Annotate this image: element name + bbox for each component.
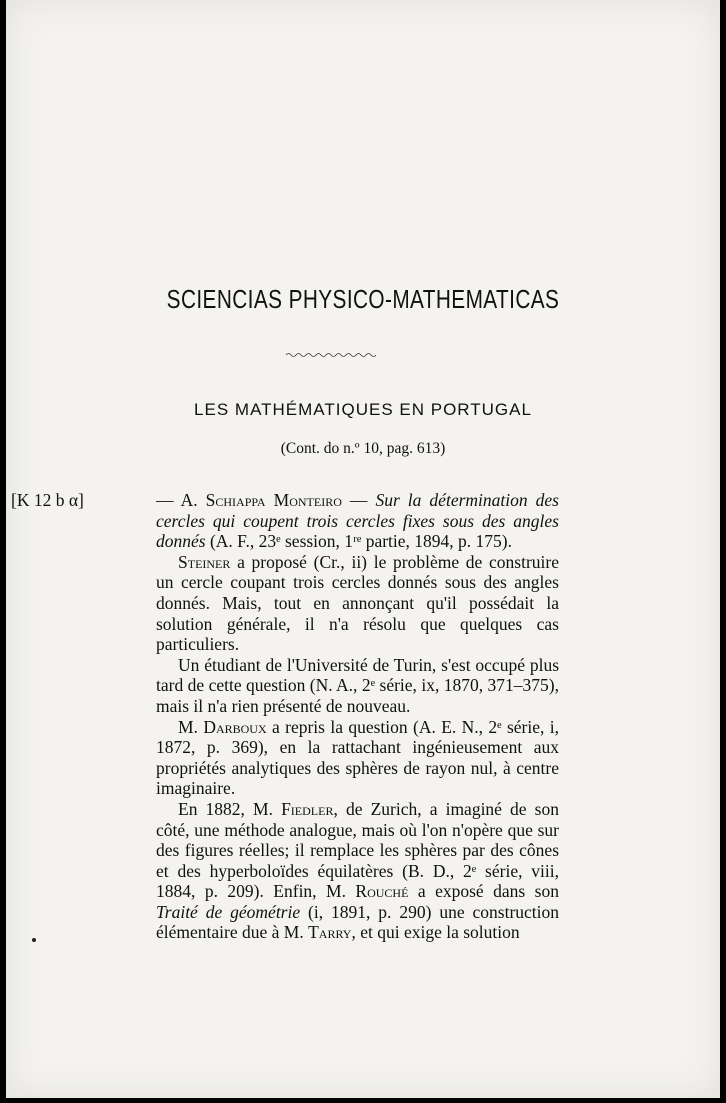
page <box>6 0 720 1098</box>
entry-citation: (A. F., 23ᵉ session, 1ʳᵉ partie, 1894, p. 175). <box>205 531 512 552</box>
classification-tag: [K 12 b α] <box>11 490 84 510</box>
margin-mark <box>32 938 36 942</box>
continuation-note: (Cont. do n.º 10, pag. 613) <box>280 440 446 457</box>
paragraph: Un étudiant de l'Université de Turin, s'est occupé plus tard de cette question (N. A., 2ᵉ série, ix, 1870, 371–375), mais il n'a rien présenté de nouveau. <box>156 654 559 716</box>
entry-author: Schiappa Monteiro <box>205 490 342 510</box>
paragraph: M. Darboux a repris la question (A. E. N., 2ᵉ série, i, 1872, p. 369), en la rattachant ingénieusement aux propriétés analytiques des sphères de rayon nul, à centre imaginaire. <box>156 716 559 799</box>
paragraph: Steiner a proposé (Cr., ii) le problème de construire un cercle coupant trois cercles donnés sous des angles donnés. Mais, tout en annonçant qu'il possédait la solution générale, il n'a résolu que quelques cas particuliers. <box>156 551 559 655</box>
entry-title: Sur la détermination des cercles qui coupent trois cercles fixes sous des angles donnés <box>156 490 559 552</box>
section-title: SCIENCIAS PHYSICO-MATHEMATICAS <box>166 284 560 314</box>
article-title: LES MATHÉMATIQUES EN PORTUGAL <box>194 400 532 419</box>
article-body <box>11 490 560 943</box>
bibliography-entry: [K 12 b α] — A. Schiappa Monteiro — Sur la détermination des cercles qui coupent trois cercles fixes sous des angles donnés (A. F., 23ᵉ session, 1ʳᵉ partie, 1894, p. 175). <box>11 490 559 552</box>
wavy-ornament <box>286 352 376 358</box>
paragraph: En 1882, M. Fiedler, de Zurich, a imaginé de son côté, une méthode analogue, mais où l'on n'opère que sur des figures réelles; il remplace les sphères par des cônes et des hyperboloïdes équilatères (B. D., 2ᵉ série, viii, 1884, p. 209). Enfin, M. Rouché a exposé dans son Traité de géométrie (i, 1891, p. 290) une construction élémentaire due à M. Tarry, et qui exige la solution <box>156 798 560 943</box>
